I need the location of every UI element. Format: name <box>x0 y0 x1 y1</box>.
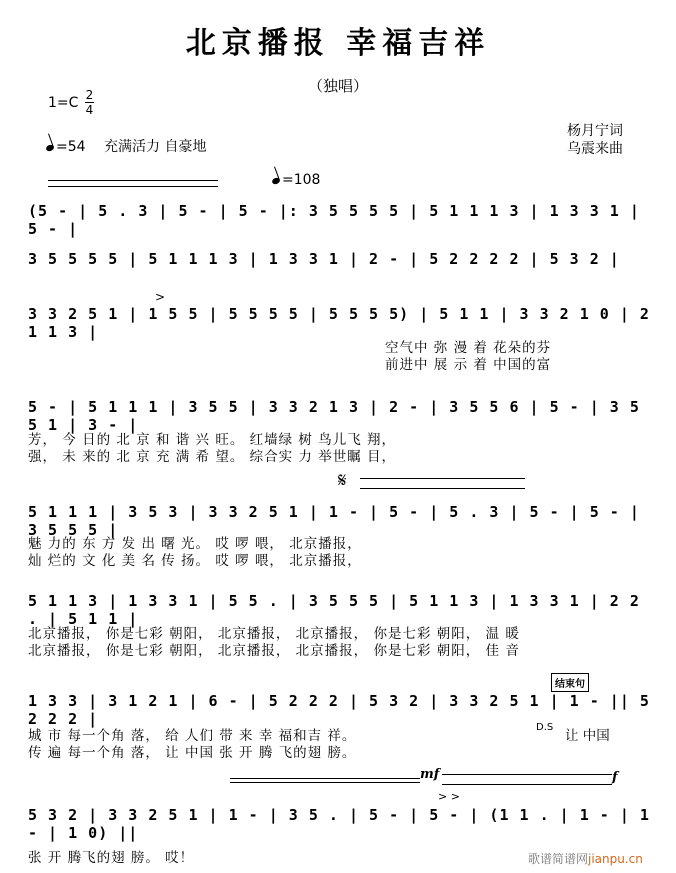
quarter-note-icon <box>271 177 281 185</box>
time-sig-bottom: 4 <box>85 103 94 117</box>
crescendo-line-3 <box>442 774 612 775</box>
composer: 乌震来曲 <box>567 141 623 157</box>
ending-lyric: 让 中国 <box>565 728 610 744</box>
dal-segno-mark: D.S <box>536 722 554 733</box>
time-sig-top: 2 <box>85 88 94 102</box>
music-system-6 <box>28 592 652 628</box>
accent-marks: > > <box>438 790 460 803</box>
crescendo-line-1 <box>230 778 420 779</box>
notation-line: 5 - | 5 1 1 1 | 3 5 5 | 3 3 2 1 3 | 2 - | 3 5 5 6 | 5 - | 3 5 5 1 | 3 - | <box>28 398 640 434</box>
lyric-line: 前进中 展 示 着 中国的富 <box>385 357 552 373</box>
crescendo-line-4 <box>442 784 612 785</box>
music-system-2 <box>28 250 652 280</box>
time-signature <box>85 88 94 117</box>
notation-line: (5 - | 5 . 3 | 5 - | 5 - |: 3 5 5 5 5 | 5 1 1 1 3 | 1 3 3 1 | 5 - | <box>28 202 640 238</box>
tempo-value-2: =108 <box>282 172 321 188</box>
music-system-5 <box>28 503 652 539</box>
quarter-note-icon <box>45 144 55 152</box>
music-system-1 <box>28 202 652 238</box>
notation-line: 5 3 2 | 3 3 2 5 1 | 1 - | 3 5 . | 5 - | 5 - | (1 1 . | 1 - | 1 - | 1 0) || <box>28 806 650 842</box>
key-signature: 1=C <box>48 95 79 111</box>
music-system-3 <box>28 305 652 341</box>
lyric-line: 北京播报， 你是七彩 朝阳， 北京播报， 北京播报， 你是七彩 朝阳， 佳 音 <box>28 643 520 659</box>
intro-line-2 <box>48 186 218 187</box>
subtitle: （独唱） <box>307 77 368 95</box>
music-system-4 <box>28 398 652 434</box>
dynamic-f: f <box>612 770 618 785</box>
watermark-text: 歌谱简谱网 <box>528 852 589 866</box>
intro-line-1 <box>48 180 218 181</box>
crescendo-line-2 <box>230 782 420 783</box>
lyricist: 杨月宁词 <box>567 123 623 139</box>
expression-text: 充满活力 自豪地 <box>104 139 207 155</box>
lyric-line: 张 开 腾飞的翅 膀。 哎！ <box>28 850 195 866</box>
watermark <box>528 850 643 867</box>
hairpin-line-1 <box>360 478 525 479</box>
lyric-line: 芳， 今 日的 北 京 和 谐 兴 旺。 红墙绿 树 鸟儿飞 翔， <box>28 432 396 448</box>
dynamic-mf: mf <box>420 767 440 782</box>
tempo-marking-2 <box>272 172 320 188</box>
lyric-line: 魅 力的 东 方 发 出 曙 光。 哎 啰 喂， 北京播报， <box>28 536 362 552</box>
lyric-line: 空气中 弥 漫 着 花朵的芬 <box>385 340 552 356</box>
notation-line: 1 3 3 | 3 1 2 1 | 6 - | 5 2 2 2 | 5 3 2 | 3 3 2 5 1 | 1 - || 5 2 2 2 | <box>28 692 650 728</box>
ending-label: 结束句 <box>551 673 589 692</box>
lyric-line: 北京播报， 你是七彩 朝阳， 北京播报， 北京播报， 你是七彩 朝阳， 温 暖 <box>28 626 520 642</box>
lyric-line: 传 遍 每一个角 落， 让 中国 张 开 腾 飞的翅 膀。 <box>28 745 357 761</box>
notation-line: 5 1 1 1 | 3 5 3 | 3 3 2 5 1 | 1 - | 5 - | 5 . 3 | 5 - | 5 - | 3 5 5 5 | <box>28 503 640 539</box>
lyric-line: 城 市 每一个角 落， 给 人们 带 来 幸 福和吉 祥。 <box>28 728 357 744</box>
notation-line: 3 5 5 5 5 | 5 1 1 1 3 | 1 3 3 1 | 2 - | 5 2 2 2 2 | 5 3 2 | <box>28 250 620 268</box>
notation-line: 3 3 2 5 1 | 1 5 5 | 5 5 5 5 | 5 5 5 5) | 5 1 1 | 3 3 2 1 0 | 2 1 1 3 | <box>28 305 650 341</box>
lyric-line: 强， 未 来的 北 京 充 满 希 望。 综合实 力 举世瞩 目， <box>28 449 396 465</box>
watermark-url: jianpu.cn <box>588 852 643 866</box>
hairpin-line-2 <box>360 488 525 489</box>
lyric-line: 灿 烂的 文 化 美 名 传 扬。 哎 啰 喂， 北京播报， <box>28 553 362 569</box>
notation-line: 5 1 1 3 | 1 3 3 1 | 5 5 . | 3 5 5 5 | 5 1 1 3 | 1 3 3 1 | 2 2 . | 5 1 1 | <box>28 592 640 628</box>
tempo-value: =54 <box>56 139 86 155</box>
accent-mark: > <box>155 290 166 304</box>
tempo-marking <box>46 136 206 156</box>
song-title: 北京播报 幸福吉祥 <box>185 26 491 61</box>
music-system-8 <box>28 806 652 842</box>
segno-sign: 𝄋 <box>338 468 347 492</box>
